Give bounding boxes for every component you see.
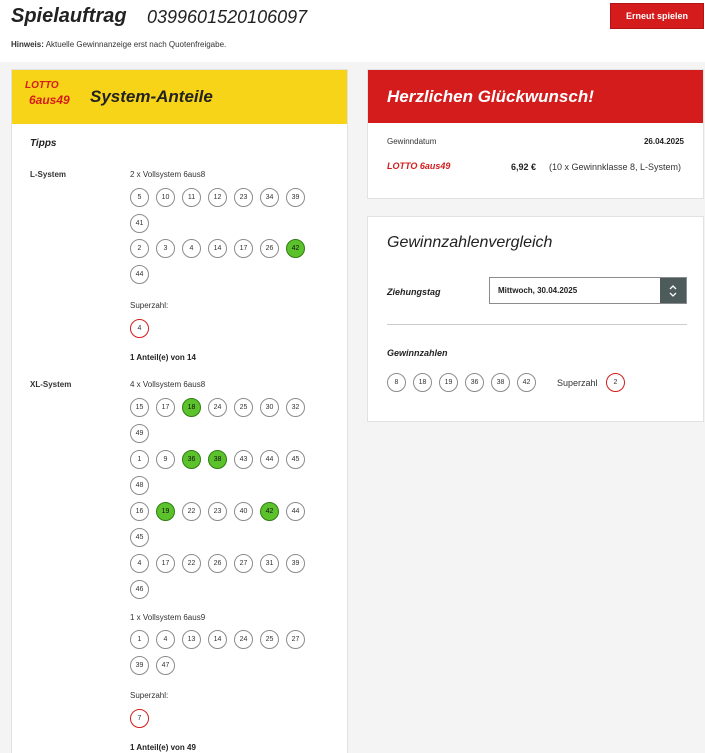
win-card [367, 69, 704, 199]
number-ball: 17 [234, 239, 253, 258]
number-ball: 17 [156, 554, 175, 573]
winning-number-ball: 42 [517, 373, 536, 392]
number-ball: 34 [260, 188, 279, 207]
l-system-sub: 2 x Vollsystem 6aus8 [130, 170, 206, 179]
lotto-logo-text: LOTTO [25, 80, 59, 91]
number-ball: 23 [208, 502, 227, 521]
number-ball: 26 [260, 239, 279, 258]
lotto-mini-logo-6aus49: 6aus49 [419, 161, 451, 171]
win-detail: (10 x Gewinnklasse 8, L-System) [549, 162, 682, 172]
number-ball: 44 [130, 265, 149, 284]
number-ball: 25 [234, 398, 253, 417]
number-ball: 14 [208, 630, 227, 649]
xl-anteile: 1 Anteil(e) von 49 [130, 743, 196, 752]
number-ball: 13 [182, 630, 201, 649]
order-number: 0399601520106097 [147, 7, 308, 27]
lotto-logo-6aus49: 6aus49 [29, 93, 70, 107]
number-ball: 44 [260, 450, 279, 469]
replay-button[interactable]: Erneut spielen [610, 3, 704, 29]
number-ball: 1 [130, 630, 149, 649]
winning-number-ball: 19 [439, 373, 458, 392]
number-ball: 1 [130, 450, 149, 469]
xl-system-sub1: 4 x Vollsystem 6aus8 [130, 380, 206, 389]
compare-card [367, 216, 704, 422]
number-ball: 44 [286, 502, 305, 521]
number-ball: 16 [130, 502, 149, 521]
xl-system-label: XL-System [30, 380, 72, 389]
number-ball: 11 [182, 188, 201, 207]
number-ball: 22 [182, 554, 201, 573]
number-ball-hit: 42 [286, 239, 305, 258]
page-title: Spielauftrag [11, 5, 127, 27]
number-ball: 39 [286, 188, 305, 207]
number-ball: 24 [234, 630, 253, 649]
number-ball: 25 [260, 630, 279, 649]
number-ball: 23 [234, 188, 253, 207]
hint-label: Hinweis: [11, 40, 44, 49]
number-ball: 2 [130, 239, 149, 258]
number-ball-hit: 18 [182, 398, 201, 417]
winning-numbers-label: Gewinnzahlen [387, 348, 448, 358]
number-ball: 15 [130, 398, 149, 417]
number-ball: 46 [130, 580, 149, 599]
number-ball: 27 [286, 630, 305, 649]
number-ball: 45 [286, 450, 305, 469]
number-ball: 4 [182, 239, 201, 258]
number-ball: 4 [130, 554, 149, 573]
number-ball-hit: 42 [260, 502, 279, 521]
lotto-logo [25, 80, 77, 114]
draw-day-label: Ziehungstag [387, 287, 441, 297]
lotto-mini-logo-text: LOTTO [387, 161, 418, 171]
number-ball-hit: 38 [208, 450, 227, 469]
win-amount: 6,92 € [511, 162, 537, 172]
superzahl-ball: 4 [130, 319, 149, 338]
number-ball: 43 [234, 450, 253, 469]
l-superzahl-label: Superzahl: [130, 301, 169, 310]
l-anteile: 1 Anteil(e) von 14 [130, 353, 196, 362]
system-card [11, 69, 348, 753]
number-ball: 9 [156, 450, 175, 469]
xl-superzahl-label: Superzahl: [130, 691, 169, 700]
number-ball-hit: 36 [182, 450, 201, 469]
number-ball: 48 [130, 476, 149, 495]
number-ball: 27 [234, 554, 253, 573]
number-ball: 41 [130, 214, 149, 233]
lotto-mini-logo [387, 161, 450, 171]
number-ball: 14 [208, 239, 227, 258]
number-ball: 5 [130, 188, 149, 207]
draw-day-select[interactable] [489, 277, 687, 304]
tipps-heading: Tipps [30, 138, 57, 149]
number-ball: 3 [156, 239, 175, 258]
number-ball: 10 [156, 188, 175, 207]
system-card-title: System-Anteile [90, 87, 213, 106]
draw-day-value: Mittwoch, 30.04.2025 [498, 286, 578, 295]
number-ball: 32 [286, 398, 305, 417]
win-date-value: 26.04.2025 [643, 137, 684, 146]
number-ball: 49 [130, 424, 149, 443]
win-card-title: Herzlichen Glückwunsch! [387, 86, 594, 106]
number-ball: 31 [260, 554, 279, 573]
divider [387, 324, 687, 325]
number-ball: 30 [260, 398, 279, 417]
number-ball: 22 [182, 502, 201, 521]
number-ball: 47 [156, 656, 175, 675]
chevron-up-down-icon[interactable] [660, 278, 686, 303]
hint [11, 40, 226, 49]
winning-number-ball: 8 [387, 373, 406, 392]
winning-superzahl-ball: 2 [606, 373, 625, 392]
number-ball: 4 [156, 630, 175, 649]
number-ball-hit: 19 [156, 502, 175, 521]
number-ball: 26 [208, 554, 227, 573]
system-card-header [12, 70, 347, 124]
number-ball: 40 [234, 502, 253, 521]
number-ball: 39 [286, 554, 305, 573]
number-ball: 45 [130, 528, 149, 547]
number-ball: 12 [208, 188, 227, 207]
win-card-header [368, 70, 703, 123]
win-date-label: Gewinndatum [387, 137, 437, 146]
number-ball: 17 [156, 398, 175, 417]
page-header [0, 0, 705, 62]
compare-card-title: Gewinnzahlenvergleich [387, 234, 553, 251]
winning-superzahl-label: Superzahl [557, 378, 598, 388]
number-ball: 39 [130, 656, 149, 675]
xl-system-sub2: 1 x Vollsystem 6aus9 [130, 613, 206, 622]
winning-number-ball: 38 [491, 373, 510, 392]
winning-number-ball: 36 [465, 373, 484, 392]
superzahl-ball: 7 [130, 709, 149, 728]
l-system-label: L-System [30, 170, 67, 179]
winning-number-ball: 18 [413, 373, 432, 392]
number-ball: 24 [208, 398, 227, 417]
hint-text: Aktuelle Gewinnanzeige erst nach Quotenfreigabe. [45, 40, 227, 49]
